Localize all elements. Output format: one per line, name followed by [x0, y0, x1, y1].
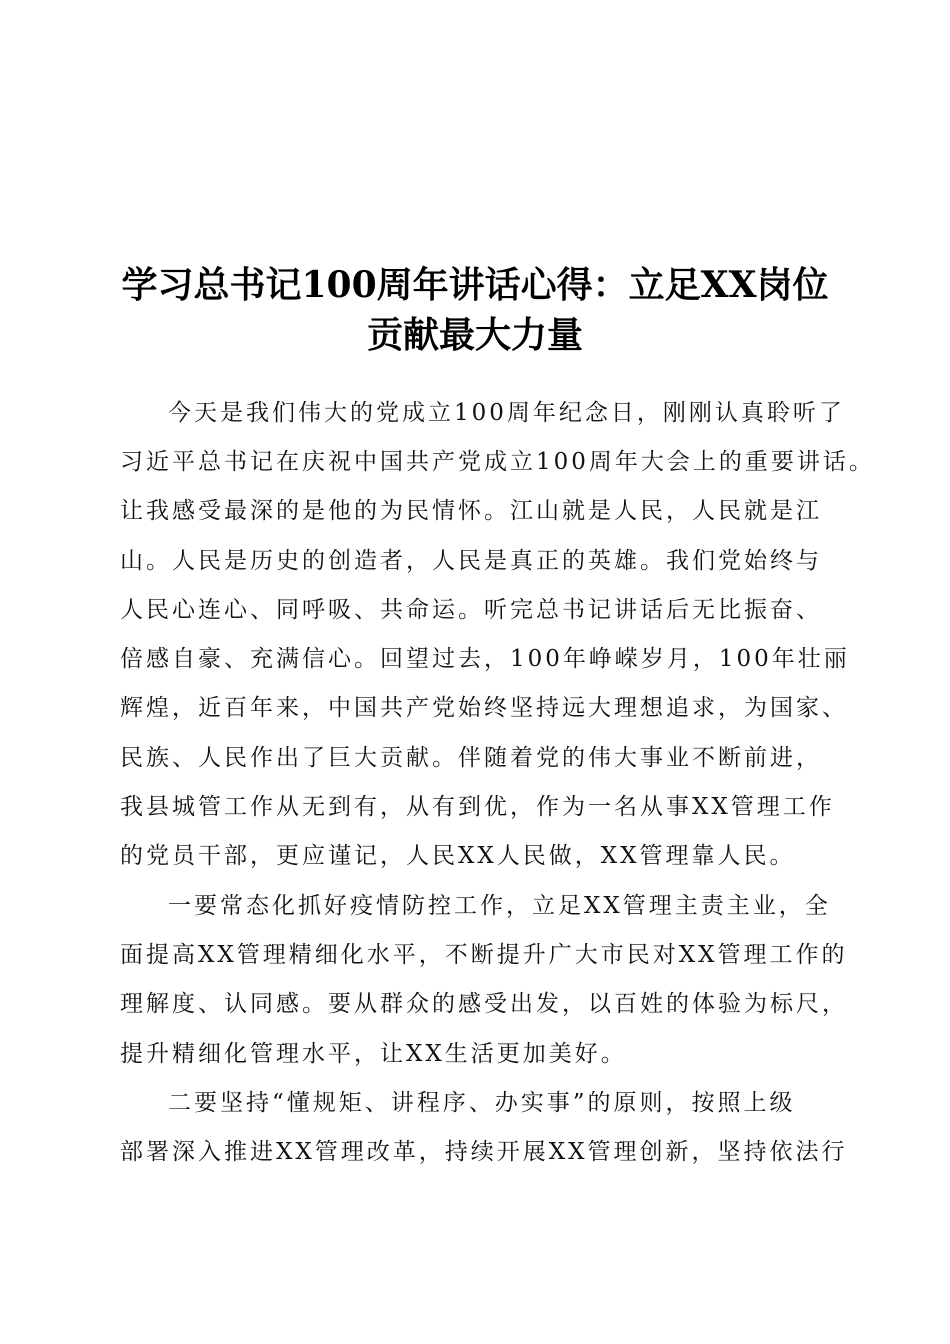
paragraph-3-line-1: 二要坚持“懂规矩、讲程序、办实事”的原则，按照上级	[168, 1090, 796, 1116]
paragraph-1-line-1: 今天是我们伟大的党成立100周年纪念日，刚刚认真聆听了	[168, 400, 845, 426]
document-title-line-2: 贡献最大力量	[366, 314, 583, 356]
paragraph-1-line-4: 山。人民是历史的创造者，人民是真正的英雄。我们党始终与	[120, 548, 822, 574]
document-title-line-1: 学习总书记100周年讲话心得：立足XX岗位	[121, 264, 829, 306]
paragraph-3-line-2: 部署深入推进XX管理改革，持续开展XX管理创新，坚持依法行	[120, 1139, 848, 1165]
paragraph-2-line-2: 面提高XX管理精细化水平，不断提升广大市民对XX管理工作的	[120, 942, 848, 968]
paragraph-1-line-2: 习近平总书记在庆祝中国共产党成立100周年大会上的重要讲话。	[120, 449, 875, 475]
paragraph-1-line-5: 人民心连心、同呼吸、共命运。听完总书记讲话后无比振奋、	[120, 597, 822, 623]
paragraph-1-line-10: 的党员干部，更应谨记，人民XX人民做，XX管理靠人民。	[120, 843, 796, 869]
paragraph-1-line-6: 倍感自豪、充满信心。回望过去，100年峥嵘岁月，100年壮丽	[120, 646, 850, 672]
paragraph-2-line-4: 提升精细化管理水平，让XX生活更加美好。	[120, 1041, 627, 1067]
paragraph-2-line-3: 理解度、认同感。要从群众的感受出发，以百姓的体验为标尺，	[120, 991, 848, 1017]
paragraph-1-line-3: 让我感受最深的是他的为民情怀。江山就是人民，人民就是江	[120, 498, 822, 524]
paragraph-2-line-1: 一要常态化抓好疫情防控工作，立足XX管理主责主业，全	[168, 893, 831, 919]
paragraph-1-line-7: 辉煌，近百年来，中国共产党始终坚持远大理想追求，为国家、	[120, 695, 848, 721]
paragraph-1-line-9: 我县城管工作从无到有，从有到优，作为一名从事XX管理工作	[120, 794, 835, 820]
paragraph-1-line-8: 民族、人民作出了巨大贡献。伴随着党的伟大事业不断前进，	[120, 745, 822, 771]
